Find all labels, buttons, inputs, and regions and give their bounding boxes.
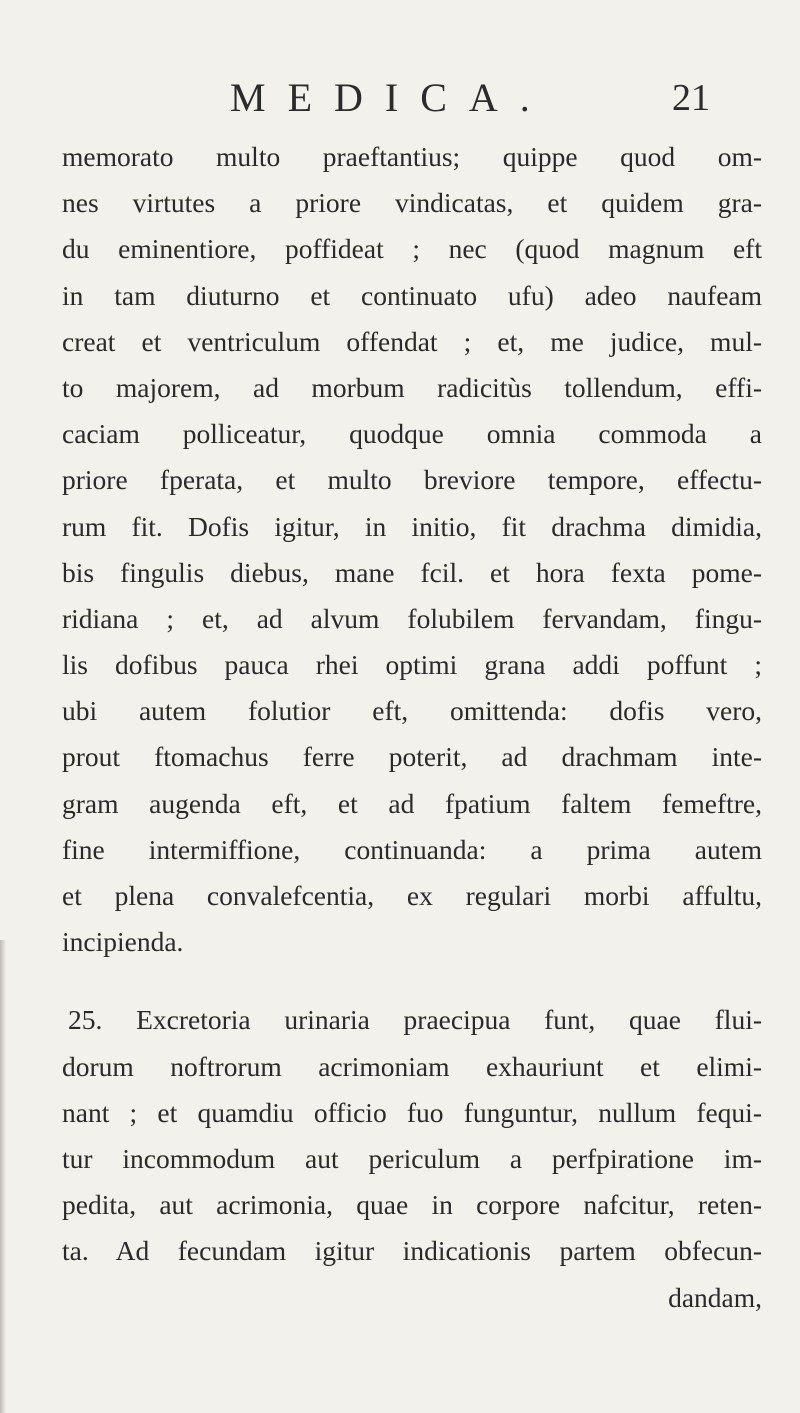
text-line: caciam polliceatur, quodque omnia commoda a	[62, 418, 762, 450]
running-head: MEDICA.	[230, 75, 552, 120]
paragraph-gap	[62, 965, 762, 997]
text-line: ubi autem folutior eft, omittenda: dofis vero,	[62, 695, 762, 727]
text-line: et plena convalefcentia, ex regulari morbi affultu,	[62, 880, 762, 911]
text-line: nes virtutes a priore vindicatas, et quidem gra-	[62, 187, 762, 219]
text-line: ridiana ; et, ad alvum folubilem fervandam, fingu-	[62, 602, 762, 634]
text-line: fine intermiffione, continuanda: a prima autem	[62, 833, 762, 865]
text-line: ta. Ad fecundam igitur indicationis partem obfecun-	[62, 1235, 762, 1267]
page-header	[0, 66, 800, 136]
text-line: to majorem, ad morbum radicitùs tollendum, effi-	[62, 371, 762, 403]
text-line: creat et ventriculum offendat ; et, me judice, mul-	[62, 325, 762, 357]
text-line: pedita, aut acrimonia, quae in corpore nafcitur, reten-	[62, 1189, 762, 1221]
paragraph-1	[62, 134, 762, 965]
text-line: in tam diuturno et continuato ufu) adeo naufeam	[62, 279, 762, 311]
page-edge-shadow	[0, 940, 6, 1413]
text-line: nant ; et quamdiu officio fuo funguntur, nullum fequi-	[62, 1096, 762, 1128]
text-line: priore fperata, et multo breviore tempore, effectu-	[62, 464, 762, 496]
text-line: bis fingulis diebus, mane fcil. et hora fexta pome-	[62, 556, 762, 588]
page-number: 21	[672, 77, 710, 119]
text-line: 25. Excretoria urinaria praecipua funt, quae flui-	[68, 1004, 762, 1036]
text-line: gram augenda eft, et ad fpatium faltem femeftre,	[62, 787, 762, 819]
text-line: incipienda.	[62, 926, 184, 958]
body-text	[62, 134, 762, 1321]
paragraph-2	[62, 997, 762, 1320]
text-line: du eminentiore, poffideat ; nec (quod magnum eft	[62, 233, 762, 265]
text-line: dorum noftrorum acrimoniam exhauriunt et elimi-	[62, 1050, 762, 1082]
text-line: memorato multo praeftantius; quippe quod om-	[62, 141, 762, 172]
text-line: lis dofibus pauca rhei optimi grana addi poffunt ;	[62, 649, 762, 681]
text-line: prout ftomachus ferre poterit, ad drachmam inte-	[62, 741, 762, 773]
text-line: tur incommodum aut periculum a perfpiratione im-	[62, 1142, 762, 1174]
catchword: dandam,	[668, 1281, 762, 1313]
text-line: rum fit. Dofis igitur, in initio, fit drachma dimidia,	[62, 510, 762, 542]
